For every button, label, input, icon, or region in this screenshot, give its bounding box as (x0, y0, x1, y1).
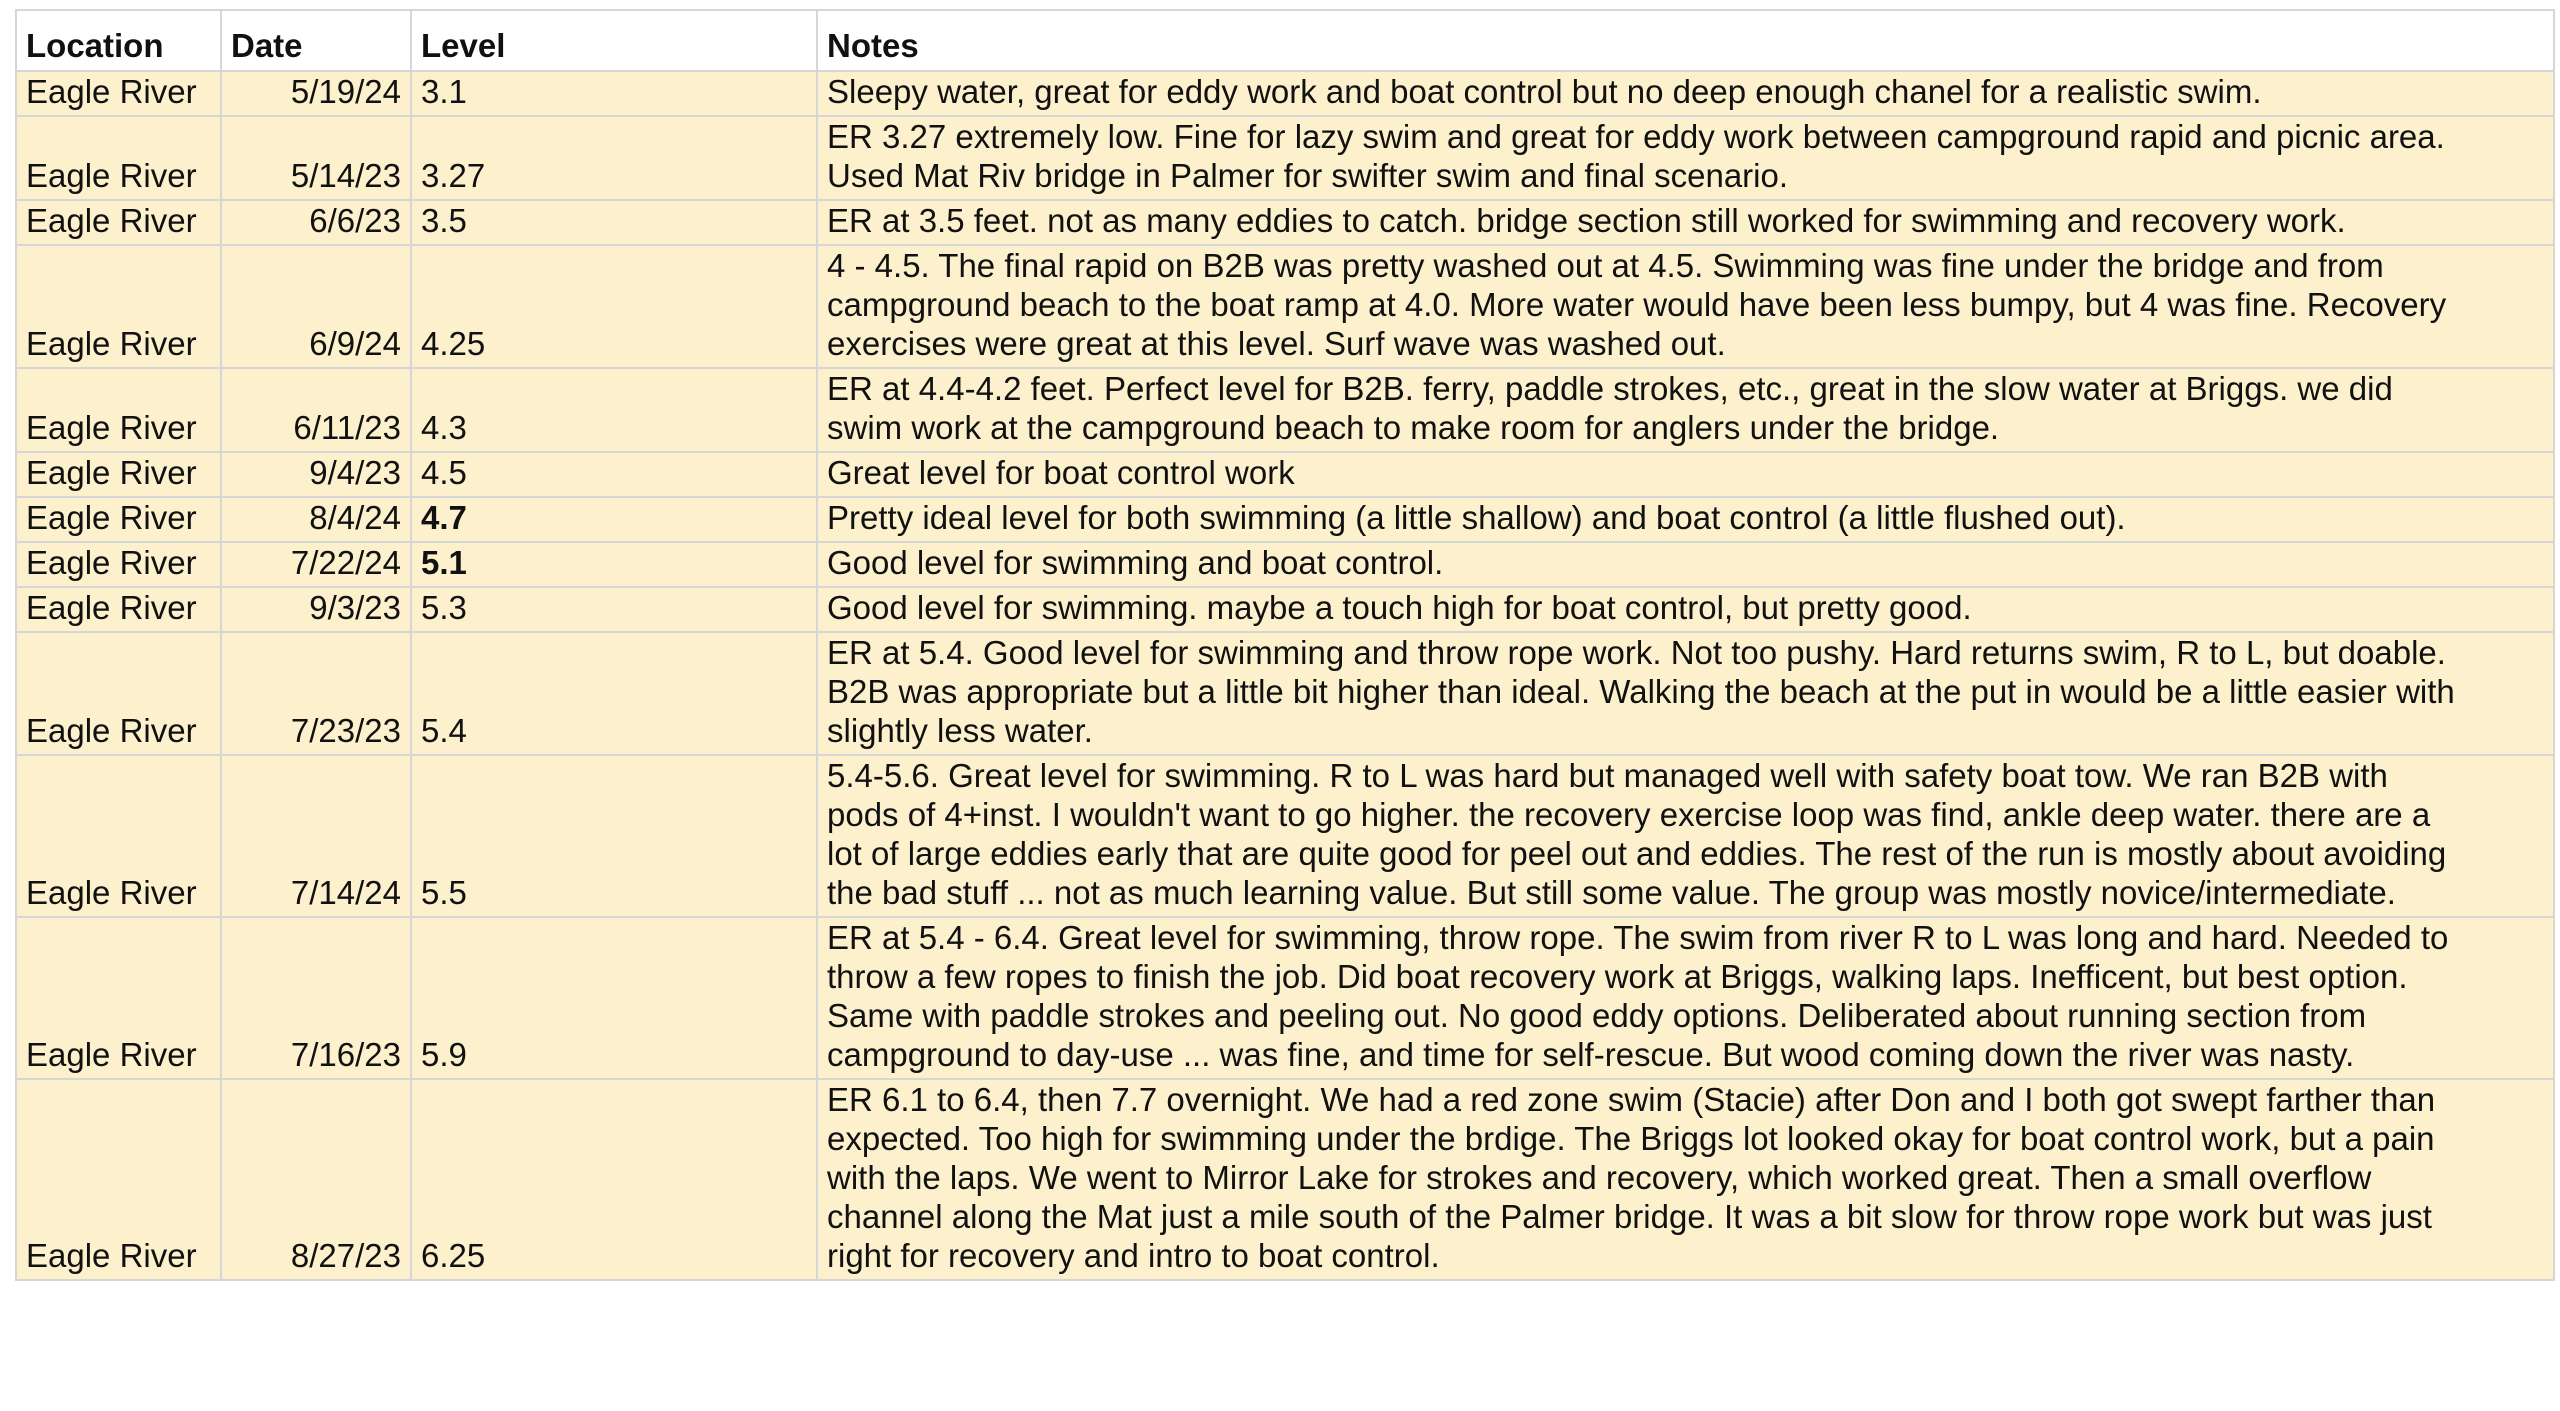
table-row (16, 116, 2554, 200)
cell-date[interactable]: 7/23/23 (221, 632, 411, 755)
notes-line: swim work at the campground beach to make room for anglers under the bridge. (827, 409, 2000, 446)
cell-level[interactable]: 3.27 (411, 116, 817, 200)
cell-location[interactable]: Eagle River (16, 452, 221, 497)
cell-location[interactable]: Eagle River (16, 917, 221, 1079)
cell-level[interactable]: 5.9 (411, 917, 817, 1079)
river-levels-table (15, 9, 2555, 1281)
cell-date[interactable]: 6/6/23 (221, 200, 411, 245)
notes-line: campground beach to the boat ramp at 4.0. More water would have been less bumpy, but 4 was fine. Recovery (827, 286, 2447, 323)
notes-line: ER 6.1 to 6.4, then 7.7 overnight. We had a red zone swim (Stacie) after Don and I both got swept farther than (827, 1081, 2436, 1118)
cell-notes[interactable] (817, 755, 2554, 917)
cell-date[interactable]: 5/19/24 (221, 71, 411, 116)
notes-line: channel along the Mat just a mile south of the Palmer bridge. It was a bit slow for throw rope work but was just (827, 1198, 2432, 1235)
cell-date[interactable]: 7/14/24 (221, 755, 411, 917)
notes-line: 5.4-5.6. Great level for swimming. R to L was hard but managed well with safety boat tow. We ran B2B with (827, 757, 2388, 794)
notes-line: Great level for boat control work (827, 454, 1295, 491)
cell-notes[interactable] (817, 116, 2554, 200)
cell-date[interactable]: 8/27/23 (221, 1079, 411, 1280)
cell-notes[interactable] (817, 1079, 2554, 1280)
notes-line: the bad stuff ... not as much learning value. But still some value. The group was mostly novice/intermediate. (827, 874, 2396, 911)
notes-line: Good level for swimming. maybe a touch high for boat control, but pretty good. (827, 589, 1972, 626)
table-row (16, 632, 2554, 755)
notes-line: expected. Too high for swimming under the brdige. The Briggs lot looked okay for boat control work, but a pain (827, 1120, 2435, 1157)
cell-location[interactable]: Eagle River (16, 497, 221, 542)
notes-line: ER 3.27 extremely low. Fine for lazy swim and great for eddy work between campground rapid and picnic area. (827, 118, 2445, 155)
cell-level[interactable]: 5.3 (411, 587, 817, 632)
header-row (16, 10, 2554, 71)
notes-line: Pretty ideal level for both swimming (a little shallow) and boat control (a little flushed out). (827, 499, 2126, 536)
table-row (16, 368, 2554, 452)
cell-level[interactable]: 5.5 (411, 755, 817, 917)
table-row (16, 71, 2554, 116)
notes-line: ER at 5.4 - 6.4. Great level for swimming, throw rope. The swim from river R to L was long and hard. Needed to (827, 919, 2449, 956)
cell-location[interactable]: Eagle River (16, 1079, 221, 1280)
notes-line: pods of 4+inst. I wouldn't want to go higher. the recovery exercise loop was find, ankle deep water. there are a (827, 796, 2431, 833)
cell-notes[interactable] (817, 452, 2554, 497)
cell-notes[interactable] (817, 200, 2554, 245)
notes-line: exercises were great at this level. Surf wave was washed out. (827, 325, 1726, 362)
cell-notes[interactable] (817, 368, 2554, 452)
cell-notes[interactable] (817, 245, 2554, 368)
cell-notes[interactable] (817, 587, 2554, 632)
notes-line: slightly less water. (827, 712, 1093, 749)
cell-level[interactable]: 5.1 (411, 542, 817, 587)
table-row (16, 200, 2554, 245)
notes-line: right for recovery and intro to boat control. (827, 1237, 1440, 1274)
cell-location[interactable]: Eagle River (16, 587, 221, 632)
table-row (16, 1079, 2554, 1280)
cell-level[interactable]: 3.5 (411, 200, 817, 245)
cell-date[interactable]: 7/16/23 (221, 917, 411, 1079)
cell-location[interactable]: Eagle River (16, 368, 221, 452)
cell-date[interactable]: 9/3/23 (221, 587, 411, 632)
cell-date[interactable]: 8/4/24 (221, 497, 411, 542)
notes-line: lot of large eddies early that are quite good for peel out and eddies. The rest of the run is mostly about avoiding (827, 835, 2447, 872)
notes-line: campground to day-use ... was fine, and time for self-rescue. But wood coming down the river was nasty. (827, 1036, 2355, 1073)
cell-location[interactable]: Eagle River (16, 245, 221, 368)
notes-line: B2B was appropriate but a little bit higher than ideal. Walking the beach at the put in would be a little easier with (827, 673, 2455, 710)
notes-line: Sleepy water, great for eddy work and boat control but no deep enough chanel for a realistic swim. (827, 73, 2262, 110)
table-row (16, 587, 2554, 632)
cell-date[interactable]: 5/14/23 (221, 116, 411, 200)
table-body (16, 71, 2554, 1280)
cell-date[interactable]: 6/9/24 (221, 245, 411, 368)
header-level[interactable]: Level (411, 10, 817, 71)
cell-level[interactable]: 4.3 (411, 368, 817, 452)
header-date[interactable]: Date (221, 10, 411, 71)
cell-level[interactable]: 6.25 (411, 1079, 817, 1280)
cell-date[interactable]: 6/11/23 (221, 368, 411, 452)
notes-line: with the laps. We went to Mirror Lake for strokes and recovery, which worked great. Then a small overflow (827, 1159, 2372, 1196)
cell-level[interactable]: 4.7 (411, 497, 817, 542)
cell-notes[interactable] (817, 497, 2554, 542)
notes-line: Used Mat Riv bridge in Palmer for swifter swim and final scenario. (827, 157, 1789, 194)
cell-notes[interactable] (817, 71, 2554, 116)
cell-location[interactable]: Eagle River (16, 542, 221, 587)
notes-line: throw a few ropes to finish the job. Did boat recovery work at Briggs, walking laps. Inefficent, but best option. (827, 958, 2408, 995)
notes-line: ER at 3.5 feet. not as many eddies to catch. bridge section still worked for swimming and recovery work. (827, 202, 2346, 239)
table-row (16, 452, 2554, 497)
table-row (16, 497, 2554, 542)
cell-level[interactable]: 3.1 (411, 71, 817, 116)
cell-date[interactable]: 9/4/23 (221, 452, 411, 497)
cell-level[interactable]: 4.5 (411, 452, 817, 497)
notes-line: ER at 5.4. Good level for swimming and throw rope work. Not too pushy. Hard returns swim, R to L, but doable. (827, 634, 2446, 671)
cell-location[interactable]: Eagle River (16, 632, 221, 755)
table-row (16, 917, 2554, 1079)
cell-location[interactable]: Eagle River (16, 755, 221, 917)
header-notes[interactable]: Notes (817, 10, 2554, 71)
notes-line: ER at 4.4-4.2 feet. Perfect level for B2B. ferry, paddle strokes, etc., great in the slow water at Briggs. we did (827, 370, 2393, 407)
notes-line: Good level for swimming and boat control. (827, 544, 1444, 581)
header-location[interactable]: Location (16, 10, 221, 71)
cell-location[interactable]: Eagle River (16, 116, 221, 200)
table-row (16, 542, 2554, 587)
cell-notes[interactable] (817, 542, 2554, 587)
notes-line: Same with paddle strokes and peeling out. No good eddy options. Deliberated about running section from (827, 997, 2367, 1034)
table-row (16, 245, 2554, 368)
cell-level[interactable]: 4.25 (411, 245, 817, 368)
cell-date[interactable]: 7/22/24 (221, 542, 411, 587)
notes-line: 4 - 4.5. The final rapid on B2B was pretty washed out at 4.5. Swimming was fine under the bridge and from (827, 247, 2384, 284)
cell-notes[interactable] (817, 917, 2554, 1079)
spreadsheet (15, 9, 2553, 1281)
cell-notes[interactable] (817, 632, 2554, 755)
cell-location[interactable]: Eagle River (16, 200, 221, 245)
cell-location[interactable]: Eagle River (16, 71, 221, 116)
table-row (16, 755, 2554, 917)
cell-level[interactable]: 5.4 (411, 632, 817, 755)
